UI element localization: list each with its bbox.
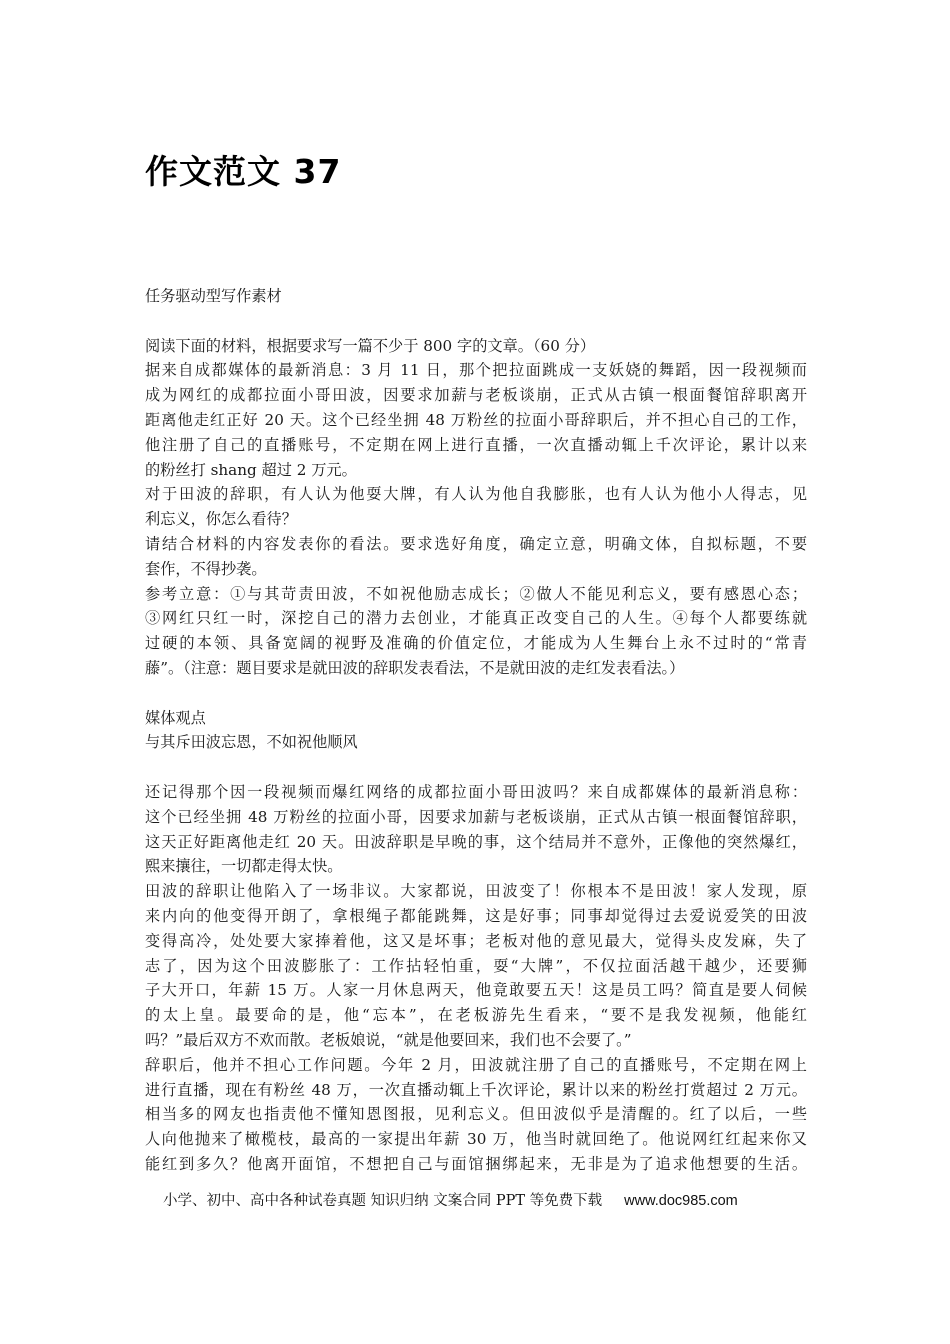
document-body	[145, 284, 807, 1177]
blank-line	[145, 681, 807, 706]
prompt-line: 藤”。（注意：题目要求是就田波的辞职发表看法，不是就田波的走红发表看法。）	[145, 658, 685, 677]
essay-line: 这天正好距离他走红 20 天。田波辞职是早晚的事，这个结局并不意外，正像他的突然爆红，	[145, 832, 807, 851]
prompt-line: 的粉丝打 shang 超过 2 万元。	[145, 460, 357, 479]
essay-line: 人向他抛来了橄榄枝，最高的一家提出年薪 30 万，他当时就回绝了。他说网红红起来你又	[145, 1130, 807, 1149]
essay-line: 的太上皇。最要命的是，他“忘本”，在老板游先生看来，“要不是我发视频，他能红	[145, 1006, 807, 1025]
essay-line: 志了，因为这个田波膨胀了：工作拈轻怕重，耍“大牌”，不仅拉面活越干越少，还要狮	[145, 956, 807, 975]
essay-subtitle: 与其斥田波忘恩，不如祝他顺风	[145, 733, 358, 752]
page-footer	[163, 1191, 738, 1211]
essay-line: 熙来攘往，一切都走得太快。	[145, 857, 343, 876]
section-heading-task: 任务驱动型写作素材	[145, 287, 282, 305]
prompt-paragraphs	[145, 334, 807, 681]
blank-line	[145, 309, 807, 334]
essay-line: 这个已经坐拥 48 万粉丝的拉面小哥，因要求加薪与老板谈崩，正式从古镇一根面餐馆辞职，	[145, 807, 807, 826]
essay-line: 田波的辞职让他陷入了一场非议。大家都说，田波变了！你根本不是田波！家人发现，原	[145, 882, 807, 901]
prompt-line: 他注册了自己的直播账号，不定期在网上进行直播，一次直播动辄上千次评论，累计以来	[145, 435, 807, 454]
prompt-line: 据来自成都媒体的最新消息：3 月 11 日，那个把拉面跳成一支妖娆的舞蹈，因一段视频而	[145, 361, 807, 380]
prompt-line: 对于田波的辞职，有人认为他耍大牌，有人认为他自我膨胀，也有人认为他小人得志，见	[145, 485, 807, 504]
prompt-line: 套作，不得抄袭。	[145, 559, 267, 578]
prompt-line: 利忘义，你怎么看待？	[145, 510, 297, 529]
essay-line: 还记得那个因一段视频而爆红网络的成都拉面小哥田波吗？来自成都媒体的最新消息称：	[145, 782, 807, 801]
essay-line: 来内向的他变得开朗了，拿根绳子都能跳舞，这是好事；同事却觉得过去爱说爱笑的田波	[145, 906, 807, 925]
prompt-line: 参考立意：①与其苛责田波，不如祝他励志成长；②做人不能见利忘义，要有感恩心态；	[145, 584, 807, 603]
essay-line: 吗？”最后双方不欢而散。老板娘说，“就是他要回来，我们也不会要了。”	[145, 1030, 632, 1049]
essay-line: 进行直播，现在有粉丝 48 万，一次直播动辄上千次评论，累计以来的粉丝打赏超过 2 万元。	[145, 1080, 807, 1099]
prompt-line: 过硬的本领、具备宽阔的视野及准确的价值定位，才能成为人生舞台上永不过时的“常青	[145, 634, 807, 653]
essay-line: 变得高冷，处处要大家捧着他，这又是坏事；老板对他的意见最大，觉得头皮发麻，失了	[145, 931, 807, 950]
footer-site-link[interactable]: www.doc985.com	[624, 1193, 738, 1209]
blank-line	[145, 755, 807, 780]
prompt-line: ③网红只红一时，深挖自己的潜力去创业，才能真正改变自己的人生。④每个人都要练就	[145, 609, 807, 628]
footer-text: 小学、初中、高中各种试卷真题 知识归纳 文案合同 PPT 等免费下载	[163, 1193, 603, 1209]
prompt-line: 成为网红的成都拉面小哥田波，因要求加薪与老板谈崩，正式从古镇一根面餐馆辞职离开	[145, 386, 807, 405]
essay-line: 相当多的网友也指责他不懂知恩图报，见利忘义。但田波似乎是清醒的。红了以后，一些	[145, 1105, 807, 1124]
prompt-line: 阅读下面的材料，根据要求写一篇不少于 800 字的文章。（60 分）	[145, 336, 596, 355]
essay-paragraphs	[145, 780, 807, 1177]
essay-line: 能红到多久？他离开面馆，不想把自己与面馆捆绑起来，无非是为了追求他想要的生活。	[145, 1154, 807, 1173]
section-heading-media: 媒体观点	[145, 708, 206, 727]
prompt-line: 请结合材料的内容发表你的看法。要求选好角度，确定立意，明确文体，自拟标题，不要	[145, 534, 807, 553]
prompt-line: 距离他走红正好 20 天。这个已经坐拥 48 万粉丝的拉面小哥辞职后，并不担心自己的工作，	[145, 410, 807, 429]
essay-line: 辞职后，他并不担心工作问题。今年 2 月，田波就注册了自己的直播账号，不定期在网上	[145, 1055, 807, 1074]
essay-line: 子大开口，年薪 15 万。人家一月休息两天，他竟敢要五天！这是员工吗？简直是要人伺候	[145, 981, 807, 1000]
page-title: 作文范文 37	[145, 152, 342, 191]
